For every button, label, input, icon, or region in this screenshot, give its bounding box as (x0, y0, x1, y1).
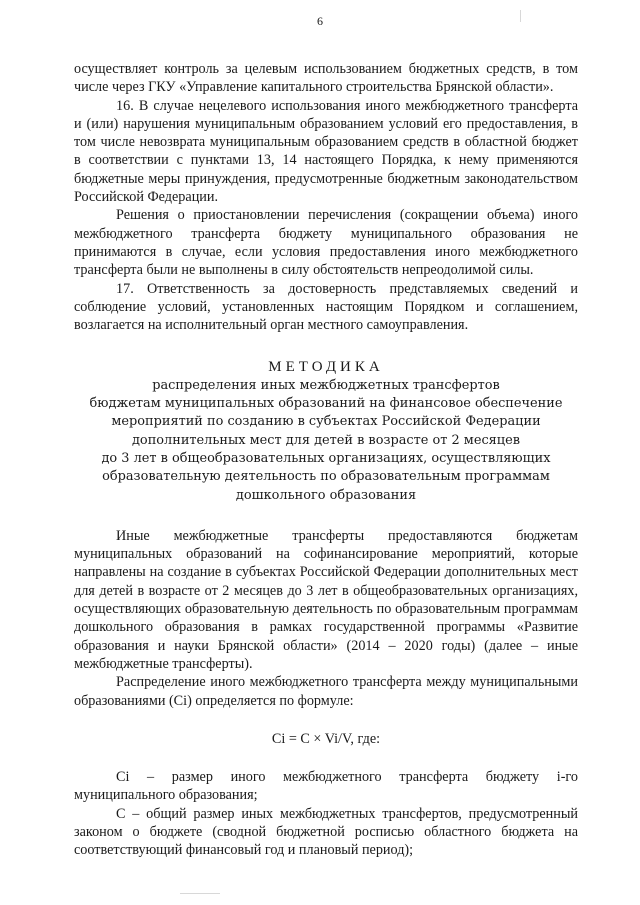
paragraph-suspension: Решения о приостановлении перечисления (сокращении объема) иного межбюджетного трансферта бюджету муниципального образования не принимаются в случае, если условия предоставления иного межбюджетного трансферта были не выполнены в силу обстоятельств непреодолимой силы. (74, 207, 578, 279)
definition-c: С – общий размер иных межбюджетных трансфертов, предусмотренный законом о бюджете (сводной бюджетной росписью областного бюджета на соответствующий финансовый год и плановый период); (74, 805, 578, 859)
scan-edge-mark-right (520, 10, 521, 22)
heading-line: дополнительных мест для детей в возрасте от 2 месяцев (132, 432, 520, 448)
heading-line: дошкольного образования (235, 487, 417, 503)
document-body (74, 60, 578, 860)
distribution-formula: Ci = C × Vi/V, где: (271, 730, 381, 747)
paragraph-17: 17. Ответственность за достоверность представляемых сведений и соблюдение условий, установленных настоящим Порядком и соглашением, возлагается на исполнительный орган местного самоуправления. (74, 280, 578, 334)
paragraph-control: осуществляет контроль за целевым использованием бюджетных средств, в том числе через ГКУ «Управление капитального строительства Брянской области». (74, 61, 578, 96)
methodology-title: МЕТОДИКА (268, 359, 384, 376)
heading-line: до 3 лет в общеобразовательных организациях, осуществляющих (101, 450, 551, 466)
heading-line: бюджетам муниципальных образований на финансовое обеспечение (89, 396, 563, 412)
paragraph-distribution: Распределение иного межбюджетного трансферта между муниципальными образованиями (Ci) определяется по формуле: (74, 674, 578, 709)
heading-line: распределения иных межбюджетных трансфертов (152, 377, 500, 393)
paragraph-intro: Иные межбюджетные трансферты предоставляются бюджетам муниципальных образований на софинансирование мероприятий, которые направлены на создание в субъектах Российской Федерации дополнительных мест для детей в возрасте от 2 месяцев до 3 лет в общеобразовательных организациях, осуществляющих образовательную деятельность по образовательным программам дошкольного образования в рамках государственной программы «Развитие образования и науки Брянской области» (2014 – 2020 годы) (далее – иные межбюджетные трансферты). (74, 527, 578, 672)
methodology-heading (74, 358, 578, 504)
definition-ci: Ci – размер иного межбюджетного трансферта бюджету i-го муниципального образования; (74, 769, 578, 804)
heading-line: мероприятий по созданию в субъектах Российской Федерации (111, 414, 541, 430)
heading-line: образовательную деятельность по образовательным программам (102, 469, 550, 485)
page-number: 6 (317, 14, 323, 28)
scan-edge-mark-bottom (180, 893, 220, 894)
paragraph-16: 16. В случае нецелевого использования иного межбюджетного трансферта и (или) нарушения муниципальным образованием условий его предоставления, в том числе невозврата муниципальным образованием средств в областной бюджет в соответствии с пунктами 13, 14 настоящего Порядка, к нему применяются бюджетные меры принуждения, предусмотренные бюджетным законодательством Российской Федерации. (74, 97, 578, 206)
